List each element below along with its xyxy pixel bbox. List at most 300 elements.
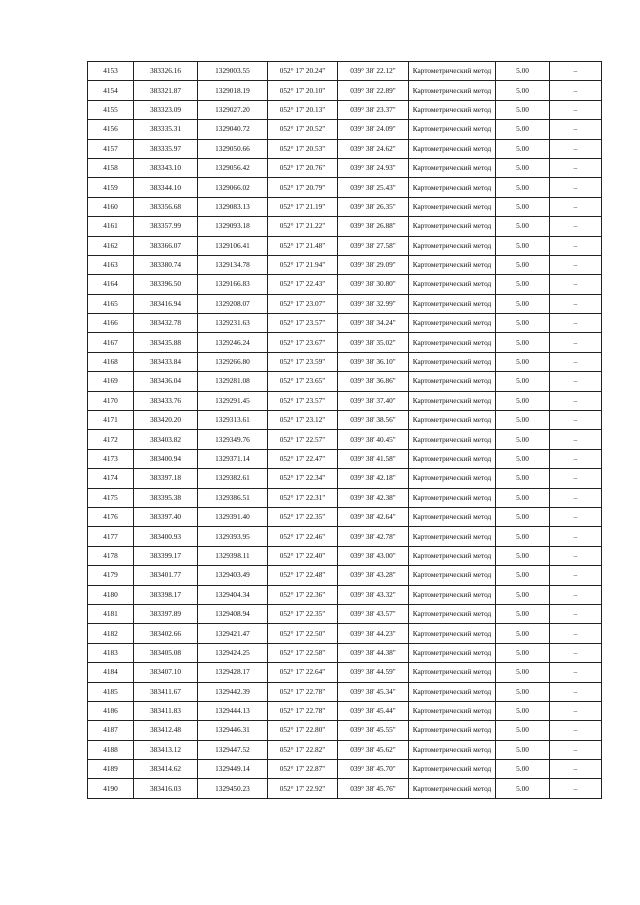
method-cell: Картометрический метод bbox=[409, 682, 496, 701]
point-number-cell: 4170 bbox=[88, 391, 134, 410]
x-coordinate-cell: 383420.20 bbox=[134, 411, 198, 430]
latitude-cell: 052° 17' 22.36" bbox=[268, 585, 338, 604]
y-coordinate-cell: 1329391.40 bbox=[198, 507, 268, 526]
longitude-cell: 039° 38' 29.09" bbox=[338, 255, 409, 274]
y-coordinate-cell: 1329398.11 bbox=[198, 546, 268, 565]
note-cell: – bbox=[550, 760, 602, 779]
point-number-cell: 4178 bbox=[88, 546, 134, 565]
accuracy-cell: 5.00 bbox=[496, 527, 550, 546]
point-number-cell: 4185 bbox=[88, 682, 134, 701]
latitude-cell: 052° 17' 20.53" bbox=[268, 139, 338, 158]
y-coordinate-cell: 1329093.18 bbox=[198, 217, 268, 236]
longitude-cell: 039° 38' 23.37" bbox=[338, 100, 409, 119]
longitude-cell: 039° 38' 24.93" bbox=[338, 158, 409, 177]
longitude-cell: 039° 38' 45.62" bbox=[338, 740, 409, 759]
table-row bbox=[88, 701, 602, 720]
latitude-cell: 052° 17' 22.35" bbox=[268, 604, 338, 623]
x-coordinate-cell: 383343.10 bbox=[134, 158, 198, 177]
point-number-cell: 4153 bbox=[88, 62, 134, 81]
method-cell: Картометрический метод bbox=[409, 294, 496, 313]
note-cell: – bbox=[550, 740, 602, 759]
method-cell: Картометрический метод bbox=[409, 449, 496, 468]
accuracy-cell: 5.00 bbox=[496, 779, 550, 798]
note-cell: – bbox=[550, 314, 602, 333]
longitude-cell: 039° 38' 25.43" bbox=[338, 178, 409, 197]
method-cell: Картометрический метод bbox=[409, 255, 496, 274]
note-cell: – bbox=[550, 527, 602, 546]
table-row bbox=[88, 100, 602, 119]
x-coordinate-cell: 383403.82 bbox=[134, 430, 198, 449]
table-row bbox=[88, 197, 602, 216]
x-coordinate-cell: 383356.68 bbox=[134, 197, 198, 216]
latitude-cell: 052° 17' 23.07" bbox=[268, 294, 338, 313]
latitude-cell: 052° 17' 20.24" bbox=[268, 62, 338, 81]
point-number-cell: 4182 bbox=[88, 624, 134, 643]
y-coordinate-cell: 1329442.39 bbox=[198, 682, 268, 701]
accuracy-cell: 5.00 bbox=[496, 217, 550, 236]
method-cell: Картометрический метод bbox=[409, 139, 496, 158]
table-row bbox=[88, 527, 602, 546]
x-coordinate-cell: 383411.67 bbox=[134, 682, 198, 701]
x-coordinate-cell: 383416.94 bbox=[134, 294, 198, 313]
note-cell: – bbox=[550, 546, 602, 565]
point-number-cell: 4174 bbox=[88, 469, 134, 488]
longitude-cell: 039° 38' 26.35" bbox=[338, 197, 409, 216]
table-row bbox=[88, 333, 602, 352]
accuracy-cell: 5.00 bbox=[496, 721, 550, 740]
method-cell: Картометрический метод bbox=[409, 100, 496, 119]
x-coordinate-cell: 383397.40 bbox=[134, 507, 198, 526]
note-cell: – bbox=[550, 779, 602, 798]
method-cell: Картометрический метод bbox=[409, 488, 496, 507]
table-row bbox=[88, 411, 602, 430]
accuracy-cell: 5.00 bbox=[496, 411, 550, 430]
note-cell: – bbox=[550, 62, 602, 81]
table-row bbox=[88, 430, 602, 449]
accuracy-cell: 5.00 bbox=[496, 197, 550, 216]
note-cell: – bbox=[550, 120, 602, 139]
point-number-cell: 4183 bbox=[88, 643, 134, 662]
point-number-cell: 4156 bbox=[88, 120, 134, 139]
note-cell: – bbox=[550, 158, 602, 177]
note-cell: – bbox=[550, 197, 602, 216]
latitude-cell: 052° 17' 23.65" bbox=[268, 372, 338, 391]
accuracy-cell: 5.00 bbox=[496, 643, 550, 662]
longitude-cell: 039° 38' 42.78" bbox=[338, 527, 409, 546]
y-coordinate-cell: 1329447.52 bbox=[198, 740, 268, 759]
longitude-cell: 039° 38' 42.64" bbox=[338, 507, 409, 526]
method-cell: Картометрический метод bbox=[409, 217, 496, 236]
table-row bbox=[88, 314, 602, 333]
y-coordinate-cell: 1329349.76 bbox=[198, 430, 268, 449]
table-row bbox=[88, 566, 602, 585]
table-row bbox=[88, 139, 602, 158]
accuracy-cell: 5.00 bbox=[496, 469, 550, 488]
table-row bbox=[88, 255, 602, 274]
point-number-cell: 4160 bbox=[88, 197, 134, 216]
point-number-cell: 4173 bbox=[88, 449, 134, 468]
point-number-cell: 4190 bbox=[88, 779, 134, 798]
point-number-cell: 4157 bbox=[88, 139, 134, 158]
method-cell: Картометрический метод bbox=[409, 527, 496, 546]
x-coordinate-cell: 383396.50 bbox=[134, 275, 198, 294]
note-cell: – bbox=[550, 411, 602, 430]
note-cell: – bbox=[550, 178, 602, 197]
point-number-cell: 4166 bbox=[88, 314, 134, 333]
note-cell: – bbox=[550, 643, 602, 662]
method-cell: Картометрический метод bbox=[409, 158, 496, 177]
table-row bbox=[88, 236, 602, 255]
x-coordinate-cell: 383335.97 bbox=[134, 139, 198, 158]
y-coordinate-cell: 1329404.34 bbox=[198, 585, 268, 604]
method-cell: Картометрический метод bbox=[409, 740, 496, 759]
x-coordinate-cell: 383398.17 bbox=[134, 585, 198, 604]
note-cell: – bbox=[550, 275, 602, 294]
method-cell: Картометрический метод bbox=[409, 643, 496, 662]
method-cell: Картометрический метод bbox=[409, 120, 496, 139]
table-row bbox=[88, 721, 602, 740]
y-coordinate-cell: 1329403.49 bbox=[198, 566, 268, 585]
longitude-cell: 039° 38' 44.38" bbox=[338, 643, 409, 662]
method-cell: Картометрический метод bbox=[409, 566, 496, 585]
x-coordinate-cell: 383400.93 bbox=[134, 527, 198, 546]
method-cell: Картометрический метод bbox=[409, 507, 496, 526]
note-cell: – bbox=[550, 430, 602, 449]
note-cell: – bbox=[550, 604, 602, 623]
longitude-cell: 039° 38' 22.89" bbox=[338, 81, 409, 100]
table-row bbox=[88, 469, 602, 488]
x-coordinate-cell: 383397.18 bbox=[134, 469, 198, 488]
note-cell: – bbox=[550, 217, 602, 236]
method-cell: Картометрический метод bbox=[409, 236, 496, 255]
x-coordinate-cell: 383411.83 bbox=[134, 701, 198, 720]
longitude-cell: 039° 38' 24.62" bbox=[338, 139, 409, 158]
point-number-cell: 4179 bbox=[88, 566, 134, 585]
y-coordinate-cell: 1329231.63 bbox=[198, 314, 268, 333]
x-coordinate-cell: 383335.31 bbox=[134, 120, 198, 139]
note-cell: – bbox=[550, 721, 602, 740]
x-coordinate-cell: 383323.09 bbox=[134, 100, 198, 119]
note-cell: – bbox=[550, 81, 602, 100]
method-cell: Картометрический метод bbox=[409, 779, 496, 798]
latitude-cell: 052° 17' 20.79" bbox=[268, 178, 338, 197]
x-coordinate-cell: 383321.87 bbox=[134, 81, 198, 100]
method-cell: Картометрический метод bbox=[409, 391, 496, 410]
table-row bbox=[88, 352, 602, 371]
note-cell: – bbox=[550, 507, 602, 526]
note-cell: – bbox=[550, 236, 602, 255]
y-coordinate-cell: 1329246.24 bbox=[198, 333, 268, 352]
x-coordinate-cell: 383436.04 bbox=[134, 372, 198, 391]
latitude-cell: 052° 17' 21.22" bbox=[268, 217, 338, 236]
point-number-cell: 4161 bbox=[88, 217, 134, 236]
note-cell: – bbox=[550, 391, 602, 410]
longitude-cell: 039° 38' 42.18" bbox=[338, 469, 409, 488]
y-coordinate-cell: 1329449.14 bbox=[198, 760, 268, 779]
accuracy-cell: 5.00 bbox=[496, 585, 550, 604]
accuracy-cell: 5.00 bbox=[496, 81, 550, 100]
table-row bbox=[88, 779, 602, 798]
method-cell: Картометрический метод bbox=[409, 372, 496, 391]
accuracy-cell: 5.00 bbox=[496, 314, 550, 333]
latitude-cell: 052° 17' 23.57" bbox=[268, 314, 338, 333]
table-row bbox=[88, 62, 602, 81]
note-cell: – bbox=[550, 449, 602, 468]
accuracy-cell: 5.00 bbox=[496, 604, 550, 623]
x-coordinate-cell: 383435.88 bbox=[134, 333, 198, 352]
accuracy-cell: 5.00 bbox=[496, 120, 550, 139]
method-cell: Картометрический метод bbox=[409, 314, 496, 333]
table-body bbox=[88, 62, 602, 799]
longitude-cell: 039° 38' 37.40" bbox=[338, 391, 409, 410]
note-cell: – bbox=[550, 352, 602, 371]
method-cell: Картометрический метод bbox=[409, 721, 496, 740]
table-row bbox=[88, 294, 602, 313]
point-number-cell: 4162 bbox=[88, 236, 134, 255]
point-number-cell: 4177 bbox=[88, 527, 134, 546]
point-number-cell: 4164 bbox=[88, 275, 134, 294]
latitude-cell: 052° 17' 21.48" bbox=[268, 236, 338, 255]
latitude-cell: 052° 17' 22.92" bbox=[268, 779, 338, 798]
y-coordinate-cell: 1329208.07 bbox=[198, 294, 268, 313]
longitude-cell: 039° 38' 30.80" bbox=[338, 275, 409, 294]
point-number-cell: 4186 bbox=[88, 701, 134, 720]
note-cell: – bbox=[550, 682, 602, 701]
accuracy-cell: 5.00 bbox=[496, 391, 550, 410]
longitude-cell: 039° 38' 44.23" bbox=[338, 624, 409, 643]
point-number-cell: 4155 bbox=[88, 100, 134, 119]
latitude-cell: 052° 17' 21.94" bbox=[268, 255, 338, 274]
coordinates-table bbox=[87, 61, 602, 799]
accuracy-cell: 5.00 bbox=[496, 255, 550, 274]
method-cell: Картометрический метод bbox=[409, 469, 496, 488]
latitude-cell: 052° 17' 22.50" bbox=[268, 624, 338, 643]
table-row bbox=[88, 158, 602, 177]
method-cell: Картометрический метод bbox=[409, 197, 496, 216]
table-row bbox=[88, 275, 602, 294]
table-row bbox=[88, 178, 602, 197]
latitude-cell: 052° 17' 23.67" bbox=[268, 333, 338, 352]
point-number-cell: 4154 bbox=[88, 81, 134, 100]
table-row bbox=[88, 488, 602, 507]
longitude-cell: 039° 38' 32.99" bbox=[338, 294, 409, 313]
x-coordinate-cell: 383380.74 bbox=[134, 255, 198, 274]
y-coordinate-cell: 1329446.31 bbox=[198, 721, 268, 740]
longitude-cell: 039° 38' 45.55" bbox=[338, 721, 409, 740]
longitude-cell: 039° 38' 38.56" bbox=[338, 411, 409, 430]
accuracy-cell: 5.00 bbox=[496, 139, 550, 158]
method-cell: Картометрический метод bbox=[409, 81, 496, 100]
point-number-cell: 4167 bbox=[88, 333, 134, 352]
point-number-cell: 4188 bbox=[88, 740, 134, 759]
method-cell: Картометрический метод bbox=[409, 585, 496, 604]
accuracy-cell: 5.00 bbox=[496, 566, 550, 585]
x-coordinate-cell: 383405.08 bbox=[134, 643, 198, 662]
note-cell: – bbox=[550, 624, 602, 643]
latitude-cell: 052° 17' 22.80" bbox=[268, 721, 338, 740]
point-number-cell: 4168 bbox=[88, 352, 134, 371]
latitude-cell: 052° 17' 21.19" bbox=[268, 197, 338, 216]
y-coordinate-cell: 1329313.61 bbox=[198, 411, 268, 430]
table-row bbox=[88, 546, 602, 565]
longitude-cell: 039° 38' 43.32" bbox=[338, 585, 409, 604]
y-coordinate-cell: 1329003.55 bbox=[198, 62, 268, 81]
latitude-cell: 052° 17' 22.78" bbox=[268, 701, 338, 720]
y-coordinate-cell: 1329066.02 bbox=[198, 178, 268, 197]
x-coordinate-cell: 383407.10 bbox=[134, 663, 198, 682]
accuracy-cell: 5.00 bbox=[496, 430, 550, 449]
x-coordinate-cell: 383397.89 bbox=[134, 604, 198, 623]
latitude-cell: 052° 17' 20.76" bbox=[268, 158, 338, 177]
longitude-cell: 039° 38' 41.58" bbox=[338, 449, 409, 468]
point-number-cell: 4184 bbox=[88, 663, 134, 682]
x-coordinate-cell: 383395.38 bbox=[134, 488, 198, 507]
accuracy-cell: 5.00 bbox=[496, 62, 550, 81]
accuracy-cell: 5.00 bbox=[496, 682, 550, 701]
x-coordinate-cell: 383401.77 bbox=[134, 566, 198, 585]
y-coordinate-cell: 1329386.51 bbox=[198, 488, 268, 507]
longitude-cell: 039° 38' 45.70" bbox=[338, 760, 409, 779]
longitude-cell: 039° 38' 45.76" bbox=[338, 779, 409, 798]
point-number-cell: 4189 bbox=[88, 760, 134, 779]
longitude-cell: 039° 38' 35.02" bbox=[338, 333, 409, 352]
latitude-cell: 052° 17' 22.48" bbox=[268, 566, 338, 585]
x-coordinate-cell: 383326.16 bbox=[134, 62, 198, 81]
latitude-cell: 052° 17' 22.82" bbox=[268, 740, 338, 759]
latitude-cell: 052° 17' 22.57" bbox=[268, 430, 338, 449]
y-coordinate-cell: 1329266.80 bbox=[198, 352, 268, 371]
point-number-cell: 4165 bbox=[88, 294, 134, 313]
table-row bbox=[88, 604, 602, 623]
accuracy-cell: 5.00 bbox=[496, 158, 550, 177]
longitude-cell: 039° 38' 43.00" bbox=[338, 546, 409, 565]
latitude-cell: 052° 17' 23.59" bbox=[268, 352, 338, 371]
table-row bbox=[88, 643, 602, 662]
accuracy-cell: 5.00 bbox=[496, 372, 550, 391]
y-coordinate-cell: 1329450.23 bbox=[198, 779, 268, 798]
y-coordinate-cell: 1329281.08 bbox=[198, 372, 268, 391]
y-coordinate-cell: 1329382.61 bbox=[198, 469, 268, 488]
y-coordinate-cell: 1329027.20 bbox=[198, 100, 268, 119]
y-coordinate-cell: 1329083.13 bbox=[198, 197, 268, 216]
method-cell: Картометрический метод bbox=[409, 352, 496, 371]
note-cell: – bbox=[550, 663, 602, 682]
note-cell: – bbox=[550, 294, 602, 313]
longitude-cell: 039° 38' 36.86" bbox=[338, 372, 409, 391]
table-row bbox=[88, 217, 602, 236]
x-coordinate-cell: 383433.84 bbox=[134, 352, 198, 371]
x-coordinate-cell: 383413.12 bbox=[134, 740, 198, 759]
x-coordinate-cell: 383402.66 bbox=[134, 624, 198, 643]
latitude-cell: 052° 17' 22.58" bbox=[268, 643, 338, 662]
note-cell: – bbox=[550, 372, 602, 391]
x-coordinate-cell: 383416.03 bbox=[134, 779, 198, 798]
method-cell: Картометрический метод bbox=[409, 62, 496, 81]
y-coordinate-cell: 1329393.95 bbox=[198, 527, 268, 546]
table-row bbox=[88, 624, 602, 643]
note-cell: – bbox=[550, 469, 602, 488]
longitude-cell: 039° 38' 44.59" bbox=[338, 663, 409, 682]
longitude-cell: 039° 38' 26.88" bbox=[338, 217, 409, 236]
latitude-cell: 052° 17' 22.31" bbox=[268, 488, 338, 507]
x-coordinate-cell: 383366.07 bbox=[134, 236, 198, 255]
point-number-cell: 4180 bbox=[88, 585, 134, 604]
note-cell: – bbox=[550, 585, 602, 604]
accuracy-cell: 5.00 bbox=[496, 100, 550, 119]
note-cell: – bbox=[550, 566, 602, 585]
table-row bbox=[88, 740, 602, 759]
y-coordinate-cell: 1329421.47 bbox=[198, 624, 268, 643]
y-coordinate-cell: 1329056.42 bbox=[198, 158, 268, 177]
x-coordinate-cell: 383433.76 bbox=[134, 391, 198, 410]
point-number-cell: 4176 bbox=[88, 507, 134, 526]
method-cell: Картометрический метод bbox=[409, 275, 496, 294]
longitude-cell: 039° 38' 27.58" bbox=[338, 236, 409, 255]
x-coordinate-cell: 383412.48 bbox=[134, 721, 198, 740]
y-coordinate-cell: 1329408.94 bbox=[198, 604, 268, 623]
method-cell: Картометрический метод bbox=[409, 701, 496, 720]
note-cell: – bbox=[550, 333, 602, 352]
accuracy-cell: 5.00 bbox=[496, 546, 550, 565]
point-number-cell: 4171 bbox=[88, 411, 134, 430]
latitude-cell: 052° 17' 22.43" bbox=[268, 275, 338, 294]
longitude-cell: 039° 38' 43.57" bbox=[338, 604, 409, 623]
method-cell: Картометрический метод bbox=[409, 178, 496, 197]
accuracy-cell: 5.00 bbox=[496, 740, 550, 759]
point-number-cell: 4163 bbox=[88, 255, 134, 274]
note-cell: – bbox=[550, 701, 602, 720]
longitude-cell: 039° 38' 43.28" bbox=[338, 566, 409, 585]
latitude-cell: 052° 17' 20.52" bbox=[268, 120, 338, 139]
y-coordinate-cell: 1329106.41 bbox=[198, 236, 268, 255]
point-number-cell: 4159 bbox=[88, 178, 134, 197]
table-row bbox=[88, 449, 602, 468]
point-number-cell: 4169 bbox=[88, 372, 134, 391]
method-cell: Картометрический метод bbox=[409, 663, 496, 682]
table-row bbox=[88, 585, 602, 604]
method-cell: Картометрический метод bbox=[409, 604, 496, 623]
x-coordinate-cell: 383432.78 bbox=[134, 314, 198, 333]
y-coordinate-cell: 1329040.72 bbox=[198, 120, 268, 139]
longitude-cell: 039° 38' 40.45" bbox=[338, 430, 409, 449]
latitude-cell: 052° 17' 22.78" bbox=[268, 682, 338, 701]
accuracy-cell: 5.00 bbox=[496, 760, 550, 779]
document-page bbox=[87, 61, 602, 799]
y-coordinate-cell: 1329050.66 bbox=[198, 139, 268, 158]
method-cell: Картометрический метод bbox=[409, 546, 496, 565]
longitude-cell: 039° 38' 42.38" bbox=[338, 488, 409, 507]
longitude-cell: 039° 38' 22.12" bbox=[338, 62, 409, 81]
note-cell: – bbox=[550, 139, 602, 158]
latitude-cell: 052° 17' 20.10" bbox=[268, 81, 338, 100]
method-cell: Картометрический метод bbox=[409, 333, 496, 352]
latitude-cell: 052° 17' 23.12" bbox=[268, 411, 338, 430]
accuracy-cell: 5.00 bbox=[496, 275, 550, 294]
table-row bbox=[88, 120, 602, 139]
accuracy-cell: 5.00 bbox=[496, 663, 550, 682]
latitude-cell: 052° 17' 22.47" bbox=[268, 449, 338, 468]
y-coordinate-cell: 1329291.45 bbox=[198, 391, 268, 410]
note-cell: – bbox=[550, 100, 602, 119]
latitude-cell: 052° 17' 22.64" bbox=[268, 663, 338, 682]
method-cell: Картометрический метод bbox=[409, 430, 496, 449]
x-coordinate-cell: 383357.99 bbox=[134, 217, 198, 236]
accuracy-cell: 5.00 bbox=[496, 352, 550, 371]
y-coordinate-cell: 1329134.78 bbox=[198, 255, 268, 274]
accuracy-cell: 5.00 bbox=[496, 507, 550, 526]
point-number-cell: 4187 bbox=[88, 721, 134, 740]
table-row bbox=[88, 682, 602, 701]
